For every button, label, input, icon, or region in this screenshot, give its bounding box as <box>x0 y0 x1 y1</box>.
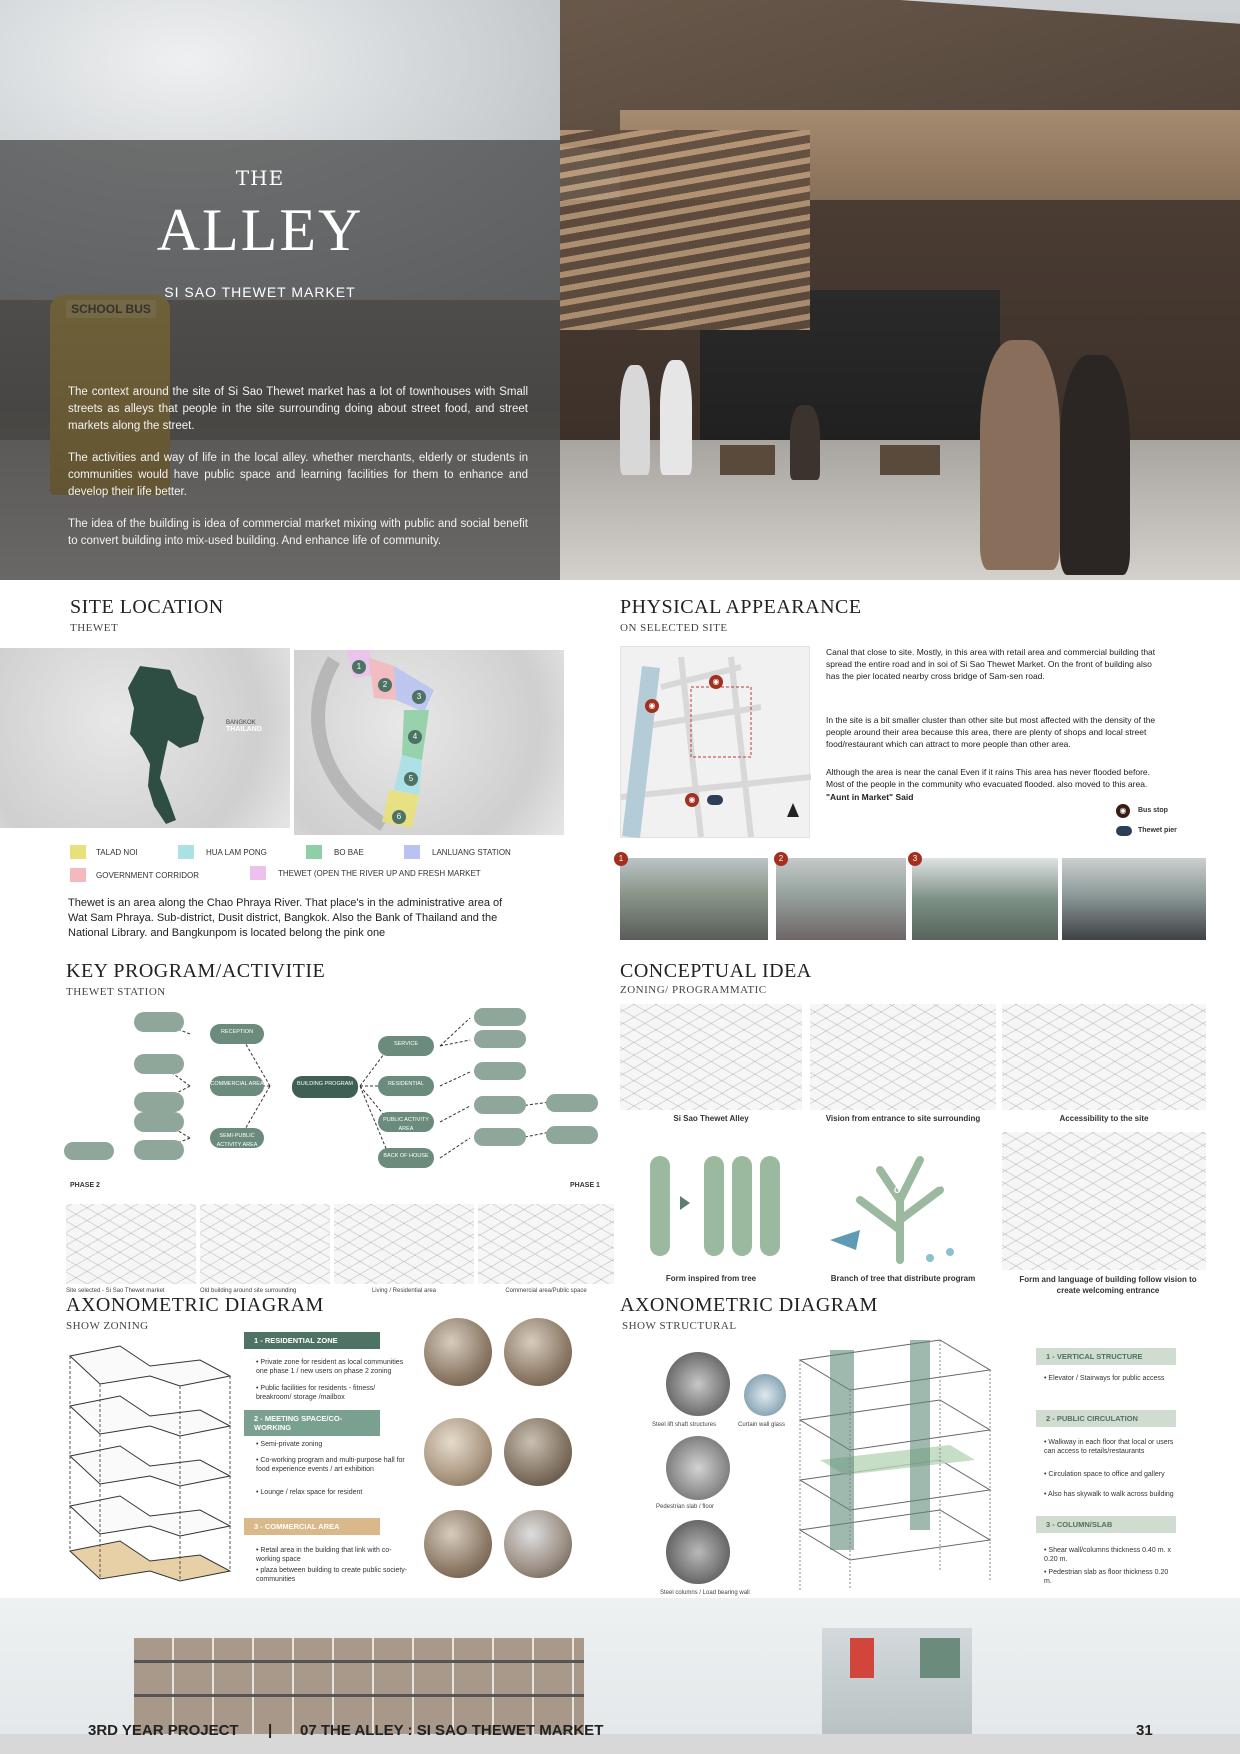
physical-title: PHYSICAL APPEARANCE <box>620 596 862 618</box>
site-thumbnail <box>334 1204 474 1284</box>
hero-banner <box>0 0 1240 580</box>
structure-caption: Steel lift shaft structures <box>652 1422 717 1428</box>
legend-label: Bus stop <box>1138 807 1168 814</box>
legend-label: Thewet pier <box>1138 827 1177 834</box>
program-node: RESIDENTIAL <box>378 1076 434 1096</box>
lounge-chair <box>720 445 775 475</box>
tree-form-diagram <box>620 1140 802 1270</box>
concept-caption: Branch of tree that distribute program <box>830 1274 976 1283</box>
concept-sketch <box>1002 1004 1206 1110</box>
structure-heading: 1 - VERTICAL STRUCTURE <box>1036 1348 1176 1365</box>
structure-photo <box>666 1520 730 1584</box>
site-location-subtitle: THEWET <box>70 622 119 634</box>
legend-label: LANLUANG STATION <box>432 848 511 857</box>
bus-stop-marker: ◉ <box>709 675 723 689</box>
section-floor-line <box>134 1660 584 1663</box>
physical-paragraph: Canal that close to site. Mostly, in this area with retail area and commercial building that spread the entire road and in soi of Si Sao Thewet Market. On the front of building also has the pier located nearby cross bridge of Sam-sen road. <box>826 647 1156 681</box>
thumb-caption: Commercial area/Public space <box>505 1288 587 1294</box>
thumb-caption: Living / Residential area <box>371 1288 437 1294</box>
physical-subtitle: ON SELECTED SITE <box>620 622 728 634</box>
legend-label: HUA LAM PONG <box>206 848 267 857</box>
concept-caption: Accessibility to the site <box>1059 1114 1149 1123</box>
structure-heading: 3 - COLUMN/SLAB <box>1036 1516 1176 1533</box>
footer-project: 3RD YEAR PROJECT <box>88 1722 239 1739</box>
bus-stop-icon: ◉ <box>1116 804 1130 818</box>
tree-form <box>732 1156 752 1256</box>
phase-label: PHASE 1 <box>570 1182 600 1189</box>
person-figure <box>790 405 820 480</box>
district-map <box>294 650 564 835</box>
zone-bullet: • Retail area in the building that link with co-working space <box>256 1547 392 1563</box>
physical-quote: "Aunt in Market" Said <box>826 792 914 802</box>
zone-heading: 2 - MEETING SPACE/CO-WORKING <box>244 1410 380 1436</box>
lounge-chair <box>880 445 940 475</box>
zone-bullet-text: Private zone for resident as local communities one phase 1 / new users on phase 2 zoning <box>256 1359 404 1375</box>
building-section-strip <box>0 1598 1240 1734</box>
program-node: SEMI-PUBLIC ACTIVITY AREA <box>210 1128 264 1148</box>
concept-caption: Form and language of building follow vision to create welcoming entrance <box>1019 1275 1197 1295</box>
structure-bullet-text: Shear wall/columns thickness 0.40 m. x 0.20 m. <box>1044 1547 1171 1563</box>
hero-paragraph: The activities and way of life in the local alley. whether merchants, elderly or students in communities would have public space and learning facilities for them to enhance and develop their life better. <box>68 452 528 498</box>
legend-swatch <box>70 868 86 882</box>
structure-caption: Steel columns / Load bearing wall <box>660 1590 750 1596</box>
thailand-map-svg <box>0 648 290 828</box>
concept-sketch <box>620 1004 802 1110</box>
bus-stop-marker: ◉ <box>685 793 699 807</box>
thumb-caption: Old building around site surrounding <box>200 1288 297 1294</box>
zone-heading: 1 - RESIDENTIAL ZONE <box>244 1332 380 1349</box>
zone-photo <box>504 1510 572 1578</box>
person-figure <box>660 360 692 475</box>
axo-zoning-drawing <box>60 1336 240 1586</box>
map-label: BANGKOK <box>226 720 256 726</box>
program-subnode <box>64 1142 114 1160</box>
program-subnode <box>134 1092 184 1112</box>
site-thumbnail <box>200 1204 330 1284</box>
section-red-element <box>850 1638 874 1678</box>
zone-bullet-text: Semi-private zoning <box>260 1441 323 1448</box>
zone-photo <box>424 1318 492 1386</box>
zone-bullet: • Semi-private zoning <box>256 1441 323 1448</box>
program-subnode <box>546 1126 598 1144</box>
legend-label: BO BAE <box>334 848 364 857</box>
tree-letter: S <box>936 1180 942 1189</box>
physical-paragraph: Although the area is near the canal Even if it rains This area has never flooded before. Most of the people in the community who evacuated flooded. also moved to this area. <box>826 767 1150 789</box>
section-floor-line <box>134 1694 584 1697</box>
program-subnode <box>134 1054 184 1074</box>
page-number: 31 <box>1136 1722 1153 1739</box>
zone-bullet: • Public facilities for residents - fitness/ breakroom/ storage /mailbox <box>256 1385 376 1401</box>
tree-letter: P <box>916 1150 922 1159</box>
person-figure <box>980 340 1060 570</box>
photo-number: 2 <box>774 852 788 866</box>
zone-photo <box>504 1318 572 1386</box>
legend-swatch <box>250 866 266 880</box>
concept-caption: Form inspired from tree <box>665 1274 757 1283</box>
map-marker: 5 <box>404 772 418 786</box>
physical-paragraph: In the site is a bit smaller cluster than other site but most affected with the density of the people around their area because this area, there are plenty of shops and local street food/restaurant which can attract to more people than other area. <box>826 715 1156 749</box>
concept-building-form <box>1002 1132 1206 1270</box>
map-marker: 2 <box>378 678 392 692</box>
axo-struct-drawing <box>760 1330 1010 1594</box>
structure-bullet: • Elevator / Stairways for public access <box>1044 1375 1165 1382</box>
photo-number: 3 <box>908 852 922 866</box>
concept-caption: Si Sao Thewet Alley <box>673 1114 749 1123</box>
legend-swatch <box>178 845 194 859</box>
program-subnode <box>134 1140 184 1160</box>
axo-struct-subtitle: SHOW STRUCTURAL <box>622 1320 737 1332</box>
axo-zoning-subtitle: SHOW ZONING <box>66 1320 149 1332</box>
axo-zoning-title: AXONOMETRIC DIAGRAM <box>66 1294 324 1316</box>
concept-sketch <box>810 1004 996 1110</box>
structure-bullet: • Walkway in each floor that local or users can access to retails/restaurants <box>1044 1439 1174 1455</box>
structure-caption: Pedestrian slab / floor <box>656 1504 715 1510</box>
hero-the: THE <box>235 166 285 190</box>
hero-title: ALLEY <box>156 197 364 263</box>
person-figure <box>620 365 650 475</box>
program-node: PUBLIC ACTIVITY AREA <box>378 1112 434 1132</box>
structure-heading: 2 - PUBLIC CIRCULATION <box>1036 1410 1176 1427</box>
program-node: COMMERCIAL AREA <box>210 1076 264 1096</box>
structure-bullet-text: Elevator / Stairways for public access <box>1048 1375 1165 1382</box>
tree-branch-svg <box>810 1140 996 1270</box>
north-arrow-icon <box>787 803 799 817</box>
zone-bullet-text: Lounge / relax space for resident <box>260 1489 363 1496</box>
tree-form <box>650 1156 670 1256</box>
phase-label: PHASE 2 <box>70 1182 100 1189</box>
person-figure <box>1060 355 1130 575</box>
street-photo <box>912 858 1058 940</box>
key-program-title: KEY PROGRAM/ACTIVITIE <box>66 960 326 982</box>
structure-caption: Curtain wall glass <box>738 1422 786 1428</box>
map-marker: 3 <box>412 690 426 704</box>
footer-title: 07 THE ALLEY : SI SAO THEWET MARKET <box>300 1722 604 1739</box>
structure-bullet-text: Walkway in each floor that local or users can access to retails/restaurants <box>1044 1439 1174 1455</box>
program-subnode <box>546 1094 598 1112</box>
program-center-node: BUILDING PROGRAM <box>292 1076 358 1098</box>
map-marker: 6 <box>392 810 406 824</box>
zone-bullet: • Lounge / relax space for resident <box>256 1489 363 1496</box>
arrow-right-icon <box>680 1196 690 1210</box>
axo-struct-title: AXONOMETRIC DIAGRAM <box>620 1294 878 1316</box>
structure-bullet-text: Also has skywalk to walk across building <box>1048 1491 1174 1498</box>
map-marker: 1 <box>352 660 366 674</box>
map-marker: 4 <box>408 730 422 744</box>
concept-caption: Vision from entrance to site surrounding <box>825 1114 981 1123</box>
axo-zoning-svg <box>60 1336 240 1586</box>
hero-paragraph: The context around the site of Si Sao Thewet market has a lot of townhouses with Small streets as alleys that people in the site surrounding doing about street food, and street markets along the street. <box>68 386 528 432</box>
hero-paragraph: The idea of the building is idea of commercial market mixing with public and social benefit to convert building into mix-used building. And enhance life of community. <box>68 518 528 547</box>
hero-subtitle: SI SAO THEWET MARKET <box>164 284 356 300</box>
zone-bullet: • Co-working program and multi-purpose hall for food experience events / art exhibition <box>256 1457 405 1473</box>
zone-photo <box>424 1510 492 1578</box>
structure-photo <box>666 1436 730 1500</box>
tree-form <box>704 1156 724 1256</box>
zone-bullet: • Private zone for resident as local communities one phase 1 / new users on phase 2 zoning <box>256 1359 404 1375</box>
legend-label: GOVERNMENT CORRIDOR <box>96 871 199 880</box>
concept-subtitle: ZONING/ PROGRAMMATIC <box>620 984 767 996</box>
tree-letter: C <box>894 1186 900 1195</box>
program-subnode <box>474 1062 526 1080</box>
program-subnode <box>134 1012 184 1032</box>
structure-bullet: • Shear wall/columns thickness 0.40 m. x 0.20 m. <box>1044 1547 1171 1563</box>
site-location-title: SITE LOCATION <box>70 596 224 618</box>
program-node: SERVICE <box>378 1036 434 1056</box>
program-node: RECEPTION <box>210 1024 264 1044</box>
axo-struct-svg <box>760 1330 1010 1594</box>
program-subnode <box>474 1030 526 1048</box>
structure-bullet-text: Pedestrian slab as floor thickness 0.20 m. <box>1044 1569 1169 1585</box>
section-green-element <box>920 1638 960 1678</box>
map-label: THAILAND <box>226 726 262 733</box>
hero-louvers <box>560 130 810 330</box>
structure-bullet: • Pedestrian slab as floor thickness 0.20 m. <box>1044 1569 1169 1585</box>
canal <box>631 667 651 837</box>
tree-letter: R <box>874 1156 880 1165</box>
legend-label: TALAD NOI <box>96 848 138 857</box>
program-subnode <box>474 1096 526 1114</box>
legend-swatch <box>404 845 420 859</box>
section-elevation-left <box>134 1638 584 1734</box>
structure-bullet: • Circulation space to office and gallery <box>1044 1471 1165 1478</box>
zone-bullet-text: Co-working program and multi-purpose hall for food experience events / art exhibition <box>256 1457 405 1473</box>
legend-label: THEWET (OPEN THE RIVER UP AND FRESH MARKET <box>278 869 481 878</box>
tree-form <box>760 1156 780 1256</box>
street-photo <box>776 858 906 940</box>
street-photo <box>1062 858 1206 940</box>
photo-number: 1 <box>614 852 628 866</box>
zone-bullet: • plaza between building to create public society-communities <box>256 1567 408 1583</box>
pier-marker <box>707 795 723 805</box>
structure-photo <box>666 1352 730 1416</box>
site-thumbnail <box>478 1204 614 1284</box>
zone-bullet-text: Public facilities for residents - fitness/ breakroom/ storage /mailbox <box>256 1385 376 1401</box>
thailand-shape <box>128 666 204 824</box>
site-thumbnail <box>66 1204 196 1284</box>
district-map-svg <box>294 650 564 835</box>
program-diagram <box>60 1002 616 1192</box>
program-subnode <box>474 1128 526 1146</box>
concept-title: CONCEPTUAL IDEA <box>620 960 812 982</box>
program-subnode <box>474 1008 526 1026</box>
site-location-description: Thewet is an area along the Chao Phraya River. That place's in the administrative area of Wat Sam Phraya. Sub-district, Dusit district, Bangkok. Also the Bank of Thailand and the National Library. and Bangkunpom is located belong the pink one <box>68 897 503 939</box>
legend-swatch <box>70 845 86 859</box>
legend-swatch <box>306 845 322 859</box>
zone-bullet-text: Retail area in the building that link with co-working space <box>256 1547 392 1563</box>
site-map <box>620 646 810 838</box>
zone-lanluang <box>394 666 434 712</box>
structure-bullet: • Also has skywalk to walk across building <box>1044 1491 1174 1498</box>
program-subnode <box>134 1112 184 1132</box>
pier-icon <box>1116 826 1132 836</box>
key-program-subtitle: THEWET STATION <box>66 986 166 998</box>
zone-photo <box>504 1418 572 1486</box>
footer-separator: | <box>268 1722 273 1739</box>
region-map <box>0 648 290 828</box>
bus-stop-marker: ◉ <box>645 699 659 713</box>
thumb-caption: Site selected - Si Sao Thewet market <box>66 1288 165 1294</box>
street-photo <box>620 858 768 940</box>
structure-bullet-text: Circulation space to office and gallery <box>1048 1471 1165 1478</box>
tree-branch-diagram <box>810 1140 996 1270</box>
zone-photo <box>424 1418 492 1486</box>
program-node: BACK OF HOUSE <box>378 1148 434 1168</box>
zone-bullet-text: plaza between building to create public society-communities <box>256 1567 408 1583</box>
zone-heading: 3 - COMMERCIAL AREA <box>244 1518 380 1535</box>
